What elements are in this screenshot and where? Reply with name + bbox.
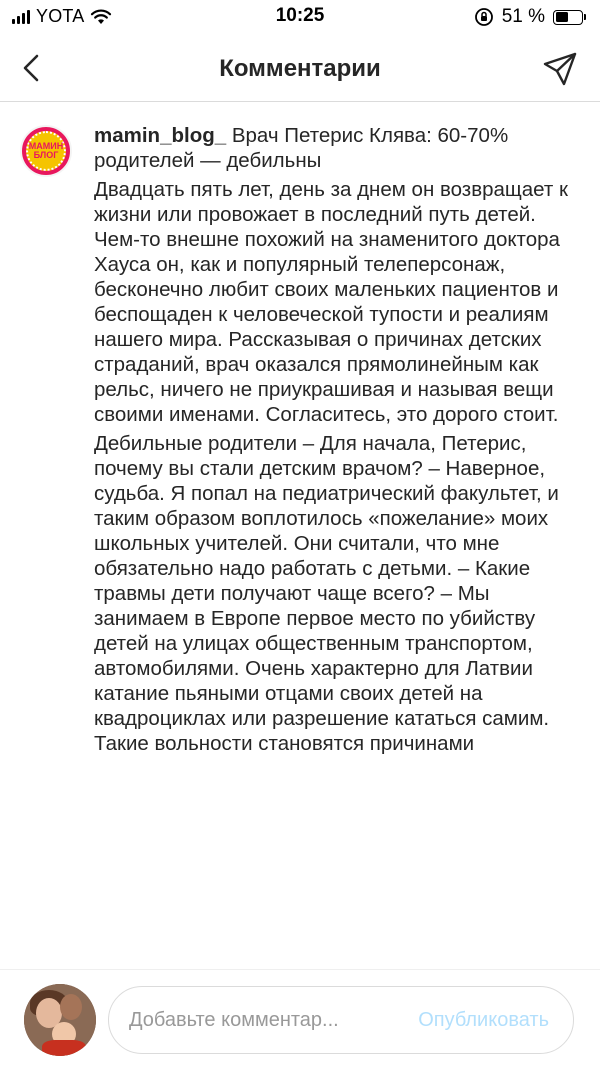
page-title: Комментарии	[219, 55, 381, 82]
battery-fill	[556, 12, 569, 22]
status-bar	[0, 0, 600, 34]
nav-bar	[0, 34, 600, 102]
carrier-name: YOTA	[36, 6, 85, 26]
post-author-avatar[interactable]	[20, 125, 72, 177]
orientation-lock-icon	[474, 7, 494, 27]
add-comment-bar	[0, 969, 600, 1066]
publish-button[interactable]: Опубликовать	[418, 1009, 549, 1031]
paper-plane-icon[interactable]	[542, 51, 578, 87]
status-time: 10:25	[275, 5, 325, 26]
post-caption	[94, 123, 574, 760]
status-right	[474, 6, 586, 28]
battery-percent: 51 %	[501, 6, 545, 27]
current-user-avatar	[24, 984, 96, 1056]
comment-list[interactable]	[0, 103, 600, 969]
battery-icon	[553, 10, 586, 25]
caption-headline: Врач Петерис Клява: 60-70% родителей — дебильны	[94, 124, 509, 172]
post-author-username[interactable]: mamin_blog_	[94, 124, 227, 147]
blog-logo-text: МАМИН БЛОГ	[28, 141, 64, 160]
caption-first-paragraph	[94, 123, 574, 173]
caption-paragraph: Двадцать пять лет, день за днем он возвращает к жизни или провожает в последний путь детей. Чем-то внешне похожий на знаменитого доктора Хауса он, как и популярный телеперсонаж, бесконечно любит своих маленьких пациентов и беспощаден к человеческой тупости и реалиям нашего мира. Рассказывая о причинах детских страданий, врач оказался прямолинейным как рельс, ничего не приукрашивая и называя вещи своими именами. Согласитесь, это дорого стоит.	[94, 178, 568, 426]
comment-box	[108, 986, 574, 1054]
caption-paragraph: Дебильные родители – Для начала, Петерис, почему вы стали детским врачом? – Наверное, судьба. Я попал на педиатрический факультет, и таким образом воплотилось «пожелание» моих школьных учителей. Они считали, что мне обязательно надо работать с детьми. – Какие травмы дети получают чаще всего? – Мы занимаем в Европе первое место по убийству детей на улицах общественным транспортом, автомобилями. Очень характерно для Латвии катание пьяными отцами своих детей на квадроциклах или разрешение кататься самим. Такие вольности становятся причинами	[94, 432, 559, 755]
comment-input[interactable]	[129, 987, 379, 1053]
